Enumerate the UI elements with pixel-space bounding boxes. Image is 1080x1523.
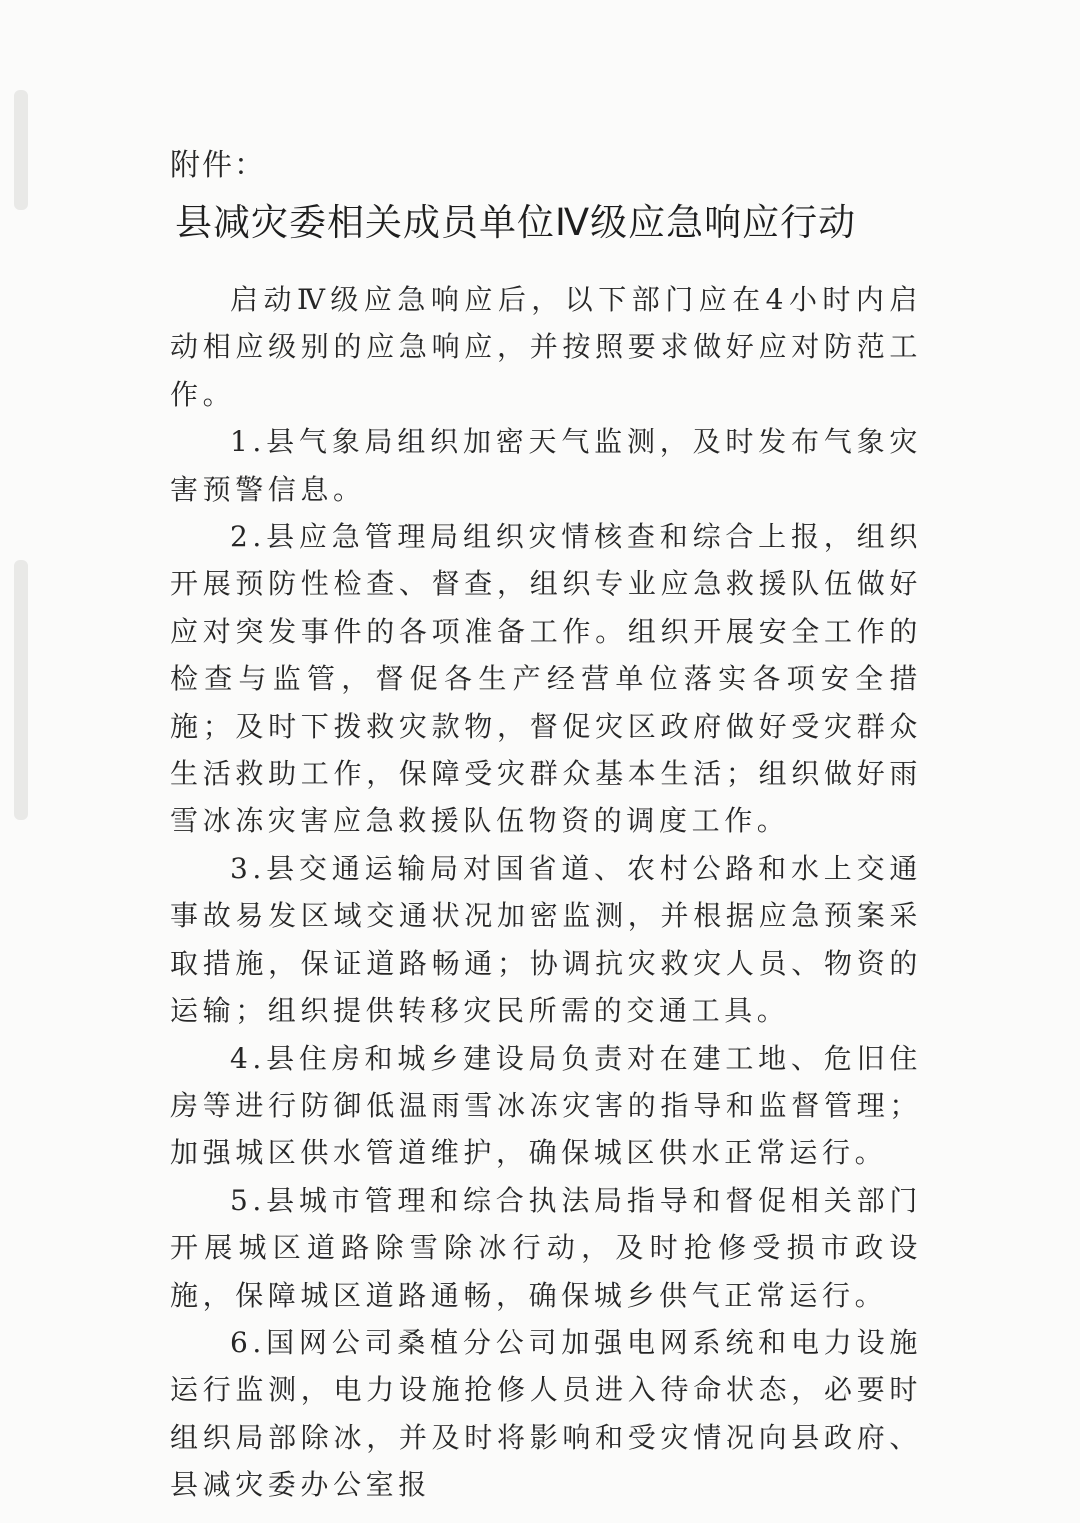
- item-paragraph-3: 3.县交通运输局对国省道、农村公路和水上交通事故易发区域交通状况加密监测，并根据应急预案采取措施，保证道路畅通；协调抗灾救灾人员、物资的运输；组织提供转移灾民所需的交通工具。: [170, 851, 922, 1028]
- attachment-label: 附件：: [170, 148, 266, 183]
- scan-edge-shadow: [14, 90, 28, 210]
- item-paragraph-4: 4.县住房和城乡建设局负责对在建工地、危旧住房等进行防御低温雨雪冰冻灾害的指导和监督管理；加强城区供水管道维护，确保城区供水正常运行。: [170, 1041, 922, 1170]
- scan-edge-shadow: [14, 560, 28, 820]
- document-body: [170, 276, 922, 1509]
- item-paragraph-1: 1.县气象局组织加密天气监测，及时发布气象灾害预警信息。: [170, 425, 922, 506]
- item-paragraph-5: 5.县城市管理和综合执法局指导和督促相关部门开展城区道路除雪除冰行动，及时抢修受损市政设施，保障城区道路通畅，确保城乡供气正常运行。: [170, 1183, 922, 1312]
- item-paragraph-6: 6.国网公司桑植分公司加强电网系统和电力设施运行监测，电力设施抢修人员进入待命状态，必要时组织局部除冰，并及时将影响和受灾情况向县政府、县减灾委办公室报: [170, 1325, 922, 1502]
- item-paragraph-2: 2.县应急管理局组织灾情核查和综合上报，组织开展预防性检查、督查，组织专业应急救援队伍做好应对突发事件的各项准备工作。组织开展安全工作的检查与监管，督促各生产经营单位落实各项安全措施；及时下拨救灾款物，督促灾区政府做好受灾群众生活救助工作，保障受灾群众基本生活；组织做好雨雪冰冻灾害应急救援队伍物资的调度工作。: [170, 520, 922, 838]
- intro-paragraph: 启动Ⅳ级应急响应后，以下部门应在4小时内启动相应级别的应急响应，并按照要求做好应对防范工作。: [170, 283, 922, 411]
- document-title: 县减灾委相关成员单位Ⅳ级应急响应行动: [175, 201, 857, 244]
